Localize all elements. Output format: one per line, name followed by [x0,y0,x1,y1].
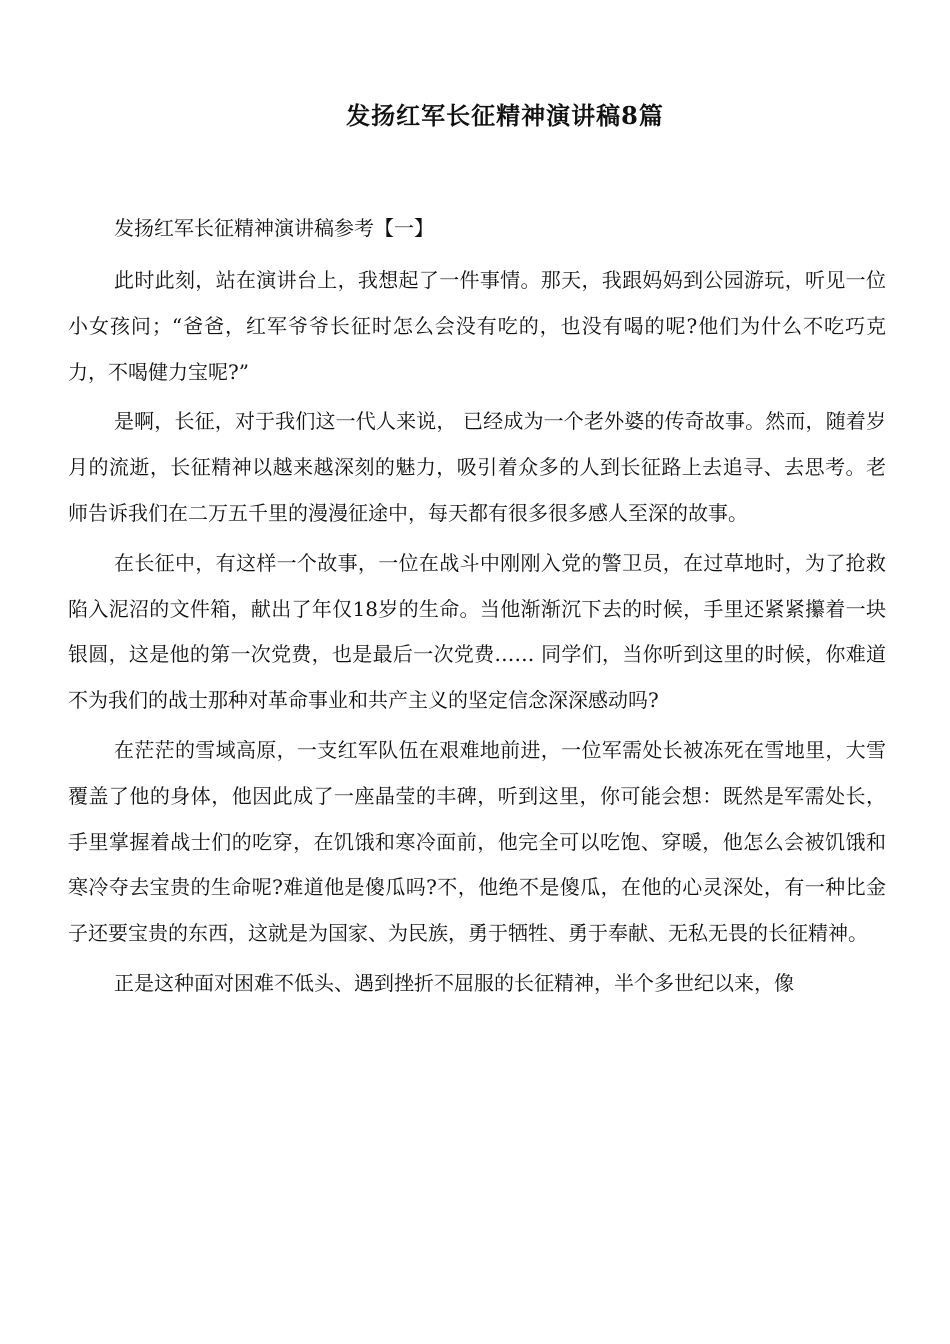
paragraph-4: 在茫茫的雪域高原，一支红军队伍在艰难地前进，一位军需处长被冻死在雪地里，大雪覆盖了他的身体，他因此成了一座晶莹的丰碑，听到这里，你可能会想：既然是军需处长，手里掌握着战士们的吃穿，在饥饿和寒冷面前，他完全可以吃饱、穿暖，他怎么会被饥饿和寒冷夺去宝贵的生命呢?难道他是傻瓜吗?不，他绝不是傻瓜，在他的心灵深处，有一种比金子还要宝贵的东西，这就是为国家、为民族，勇于牺牲、勇于奉献、无私无畏的长征精神。 [68,737,886,946]
paragraph-3: 在长征中，有这样一个故事，一位在战斗中刚刚入党的警卫员，在过草地时，为了抢救陷入泥沼的文件箱，献出了年仅18岁的生命。当他渐渐沉下去的时候，手里还紧紧攥着一块银圆，这是他的第一次党费，也是最后一次党费…… 同学们，当你听到这里的时候，你难道不为我们的战士那种对革命事业和共产主义的坚定信念深深感动吗? [68,550,886,713]
section-heading: 发扬红军长征精神演讲稿参考【一】 [114,216,434,240]
document-title: 发扬红军长征精神演讲稿8篇 [346,101,664,130]
paragraph-5: 正是这种面对困难不低头、遇到挫折不屈服的长征精神，半个多世纪以来，像 [114,970,794,995]
paragraph-1: 此时此刻，站在演讲台上，我想起了一件事情。那天，我跟妈妈到公园游玩，听见一位小女孩问；“爸爸，红军爷爷长征时怎么会没有吃的，也没有喝的呢?他们为什么不吃巧克力，不喝健力宝呢?” [68,268,886,384]
paragraph-2: 是啊，长征，对于我们这一代人来说， 已经成为一个老外婆的传奇故事。然而，随着岁月的流逝，长征精神以越来越深刻的魅力，吸引着众多的人到长征路上去追寻、去思考。老师告诉我们在二万五千里的漫漫征途中，每天都有很多很多感人至深的故事。 [68,409,886,525]
document-body [68,210,886,1011]
